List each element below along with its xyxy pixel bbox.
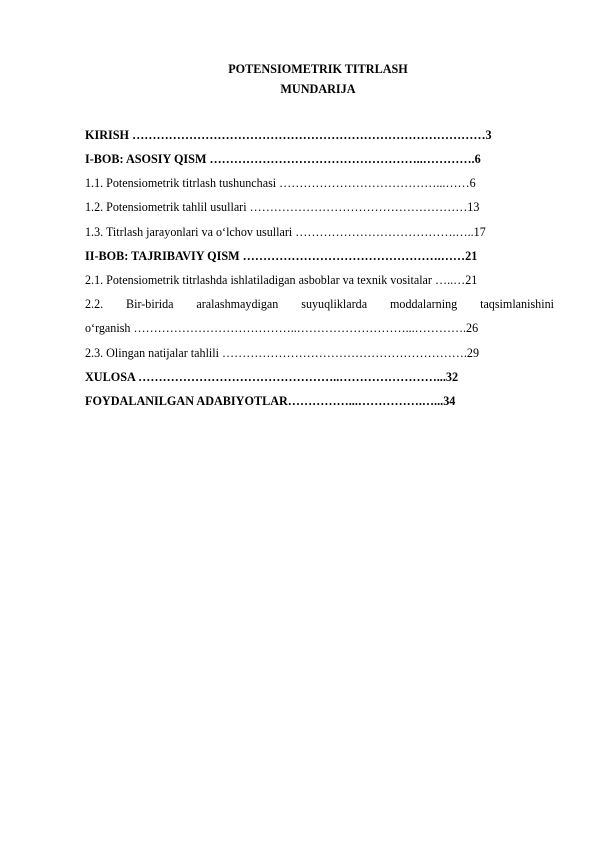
toc-entry-adabiyotlar: FOYDALANILGAN ADABIYOTLAR……………...…………….…...34 [85, 394, 456, 408]
toc-entry-kirish: KIRISH ……………………………………………………………………………3 [85, 128, 492, 142]
toc-entry-1-1: 1.1. Potensiometrik titrlash tushunchasi …………………………………...……6 [85, 176, 476, 190]
toc-word: 2.2. [85, 297, 104, 311]
toc-word: Bir-birida [126, 297, 174, 311]
toc-entry-2-3: 2.3. Olingan natijalar tahlili …………………………………………………….29 [85, 346, 480, 360]
toc-word: taqsimlanishini [480, 297, 554, 311]
toc-entry-1-3: 1.3. Titrlash jarayonlari va o‘lchov usullari ………………………………….…..17 [85, 225, 486, 239]
toc-word: moddalarning [390, 297, 458, 311]
toc-entry-2-2-first-line [85, 297, 554, 311]
toc-heading: MUNDARIJA [280, 82, 356, 96]
toc-word: suyuqliklarda [301, 297, 368, 311]
toc-entry-1-2: 1.2. Potensiometrik tahlil usullari ………………………………………………13 [85, 200, 480, 214]
toc-entry-2-1: 2.1. Potensiometrik titrlashda ishlatiladigan asboblar va texnik vositalar …..…21 [85, 273, 478, 287]
toc-entry-chapter-2: II-BOB: TAJRIBAVIY QISM ………………………………………….……21 [85, 249, 478, 263]
toc-word: aralashmaydigan [196, 297, 279, 311]
document-title: POTENSIOMETRIK TITRLASH [228, 62, 408, 76]
toc-entry-xulosa: XULOSA …………………………………………..……………………...32 [85, 370, 459, 384]
toc-entry-chapter-1: I-BOB: ASOSIY QISM ……………………………………………..………….6 [85, 152, 481, 166]
toc-entry-2-2-second-line: o‘rganish …………………………………..………………………...………….26 [85, 321, 479, 335]
